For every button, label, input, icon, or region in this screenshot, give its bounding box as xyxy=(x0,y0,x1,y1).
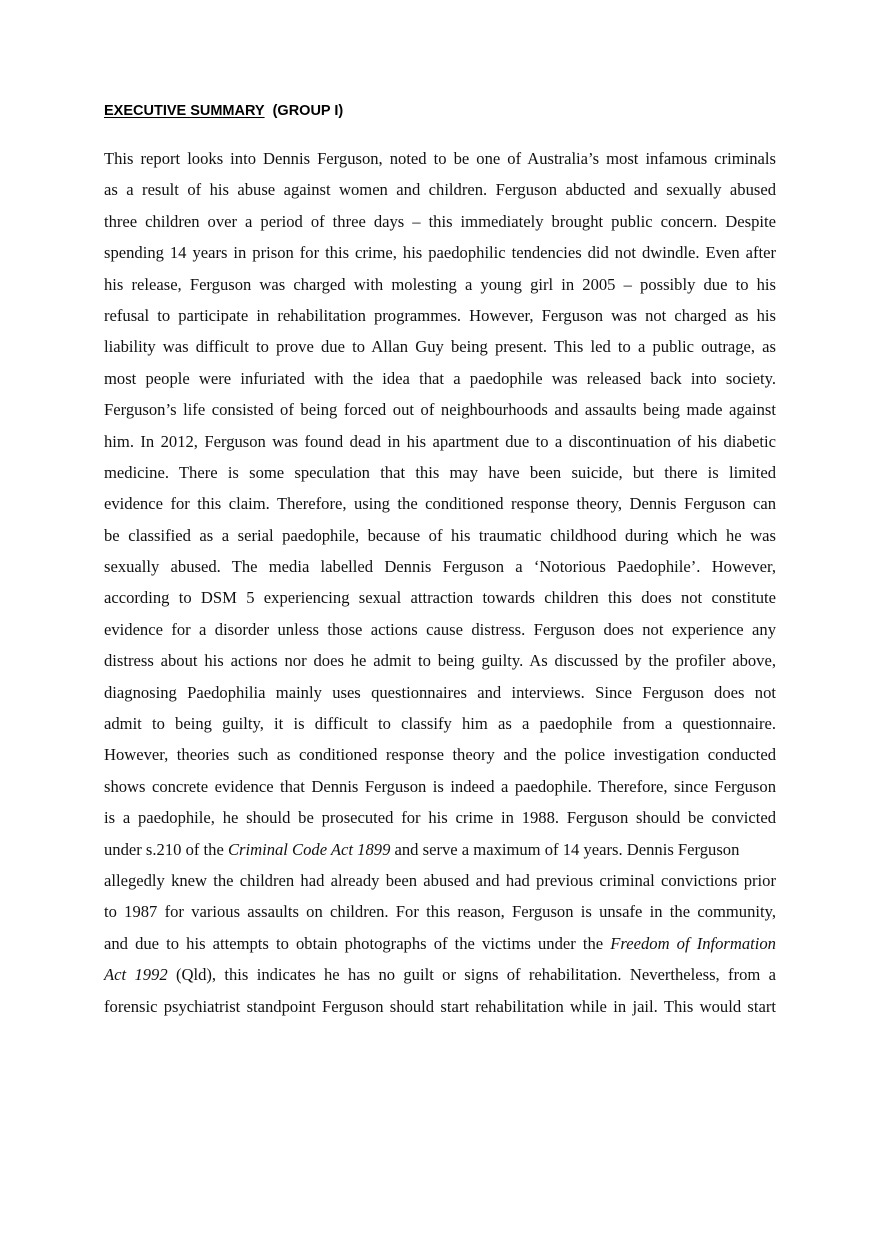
paragraph-line: liability was difficult to prove due to Allan Guy being present. This led to a public outrage, as xyxy=(104,337,776,357)
paragraph-line: his release, Ferguson was charged with molesting a young girl in 2005 – possibly due to his xyxy=(104,274,776,294)
paragraph-line: shows concrete evidence that Dennis Ferguson is indeed a paedophile. Therefore, since Ferguson xyxy=(104,776,776,796)
line-text: and due to his attempts to obtain photographs of the victims under the xyxy=(104,933,611,953)
paragraph-line xyxy=(104,959,776,990)
heading-title: EXECUTIVE SUMMARY xyxy=(104,103,265,119)
paragraph-line: most people were infuriated with the idea that a paedophile was released back into society. xyxy=(104,368,776,388)
paragraph-line: distress about his actions nor does he admit to being guilty. As discussed by the profiler above, xyxy=(104,651,776,671)
paragraph-line: However, theories such as conditioned response theory and the police investigation conducted xyxy=(104,745,776,765)
paragraph-line: forensic psychiatrist standpoint Ferguson should start rehabilitation while in jail. This would start xyxy=(104,996,776,1016)
heading-group-label: (GROUP I) xyxy=(272,103,344,119)
act-citation: Criminal Code Act 1899 xyxy=(227,839,391,859)
paragraph-line: is a paedophile, he should be prosecuted for his crime in 1988. Ferguson should be convicted xyxy=(104,808,776,828)
paragraph-line xyxy=(104,928,776,959)
act-citation: Freedom of Information xyxy=(610,933,776,953)
paragraph-line: according to DSM 5 experiencing sexual attraction towards children this does not constitute xyxy=(104,588,776,608)
line-text: (Qld), this indicates he has no guilt or signs of rehabilitation. Nevertheless, from a xyxy=(167,965,776,985)
paragraph-line: to 1987 for various assaults on children. For this reason, Ferguson is unsafe in the community, xyxy=(104,902,776,922)
line-text: and serve a maximum of 14 years. Dennis Ferguson xyxy=(390,839,740,859)
paragraph-line: spending 14 years in prison for this crime, his paedophilic tendencies did not dwindle. Even after xyxy=(104,243,776,263)
paragraph-line: evidence for this claim. Therefore, using the conditioned response theory, Dennis Ferguson can xyxy=(104,494,776,514)
paragraph-line: diagnosing Paedophilia mainly uses questionnaires and interviews. Since Ferguson does not xyxy=(104,682,776,702)
paragraph-line: him. In 2012, Ferguson was found dead in his apartment due to a discontinuation of his diabetic xyxy=(104,431,776,451)
summary-paragraph xyxy=(104,143,776,1022)
paragraph-line: admit to being guilty, it is difficult to classify him as a paedophile from a questionnaire. xyxy=(104,714,776,734)
paragraph-line: sexually abused. The media labelled Dennis Ferguson a ‘Notorious Paedophile’. However, xyxy=(104,557,776,577)
line-text: under s.210 of the xyxy=(104,839,228,859)
paragraph-line: as a result of his abuse against women and children. Ferguson abducted and sexually abused xyxy=(104,180,776,200)
paragraph-line: medicine. There is some speculation that this may have been suicide, but there is limited xyxy=(104,462,776,482)
paragraph-line: three children over a period of three days – this immediately brought public concern. Despite xyxy=(104,211,776,231)
paragraph-line: refusal to participate in rehabilitation programmes. However, Ferguson was not charged as his xyxy=(104,305,776,325)
paragraph-line: evidence for a disorder unless those actions cause distress. Ferguson does not experience any xyxy=(104,619,776,639)
paragraph-line: This report looks into Dennis Ferguson, noted to be one of Australia’s most infamous criminals xyxy=(104,149,776,168)
section-heading xyxy=(104,103,343,119)
paragraph-line: be classified as a serial paedophile, because of his traumatic childhood during which he was xyxy=(104,525,776,545)
act-citation: Act 1992 xyxy=(104,965,168,985)
paragraph-line xyxy=(104,834,776,865)
paragraph-line: allegedly knew the children had already been abused and had previous criminal convictions prior xyxy=(104,870,776,890)
paragraph-line: Ferguson’s life consisted of being forced out of neighbourhoods and assaults being made against xyxy=(104,400,776,420)
